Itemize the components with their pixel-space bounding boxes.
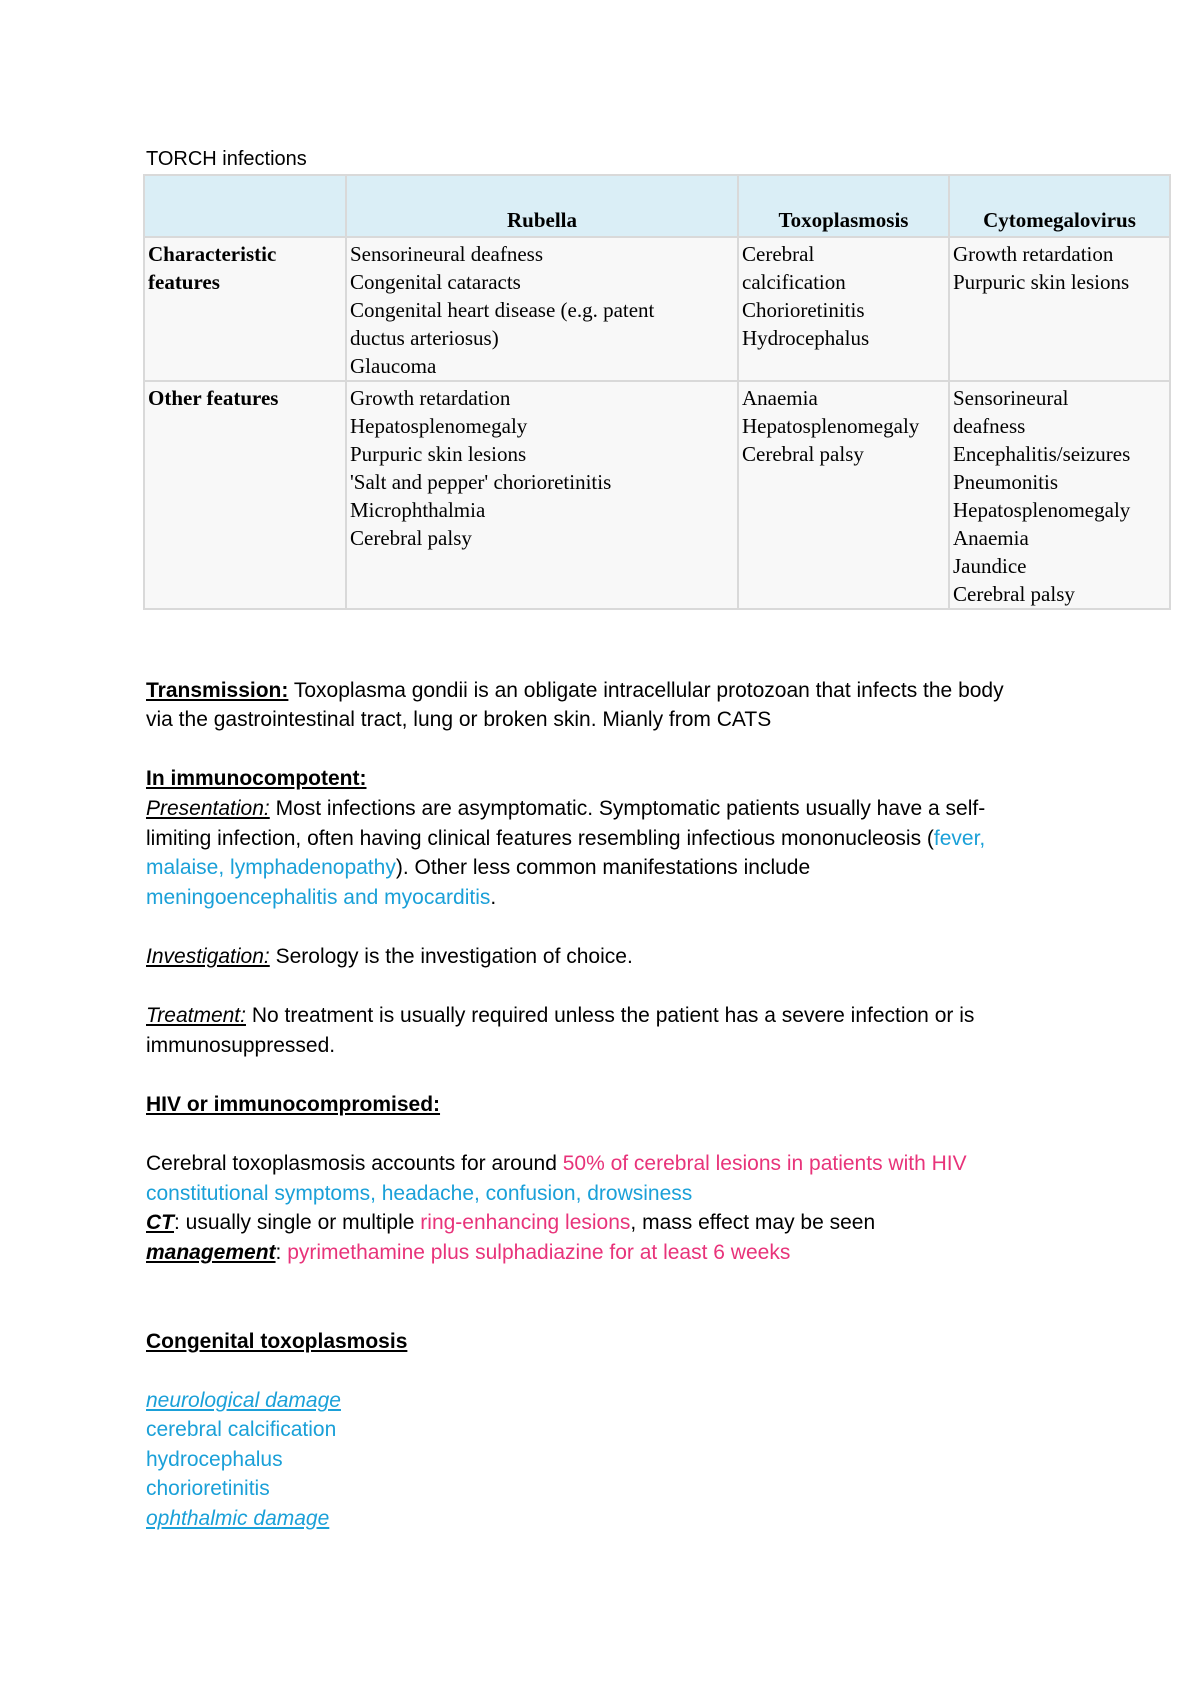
cell-toxoplasmosis-characteristic bbox=[738, 237, 949, 381]
presentation-line-3 bbox=[146, 853, 810, 883]
cell-line: Jaundice bbox=[953, 554, 1027, 578]
presentation-highlight: malaise, lymphadenopathy bbox=[146, 856, 396, 879]
header-empty bbox=[144, 175, 346, 237]
transmission-label: Transmission: bbox=[146, 679, 289, 702]
presentation-highlight: meningoencephalitis and myocarditis bbox=[146, 886, 491, 909]
congenital-item: ophthalmic damage bbox=[146, 1507, 330, 1530]
cell-line: Chorioretinitis bbox=[742, 298, 865, 322]
cell-line: Hydrocephalus bbox=[742, 326, 870, 350]
cell-line: Purpuric skin lesions bbox=[953, 270, 1130, 294]
cell-line: Microphthalmia bbox=[350, 498, 486, 522]
treatment-line-1 bbox=[146, 1001, 974, 1031]
presentation-text: Most infections are asymptomatic. Symptomatic patients usually have a self- bbox=[269, 797, 986, 820]
cell-line: Cerebral palsy bbox=[742, 442, 864, 466]
cell-line: Congenital heart disease (e.g. patent bbox=[350, 298, 655, 322]
presentation-text: . bbox=[490, 886, 497, 909]
transmission-line-1 bbox=[146, 676, 1004, 706]
cell-line: Cerebral bbox=[742, 242, 815, 266]
cell-line: ductus arteriosus) bbox=[350, 326, 499, 350]
cell-line: Encephalitis/seizures bbox=[953, 442, 1131, 466]
cell-rubella-other bbox=[346, 381, 738, 609]
cell-cmv-other bbox=[949, 381, 1170, 609]
congenital-item: chorioretinitis bbox=[146, 1477, 270, 1500]
cell-line: calcification bbox=[742, 270, 846, 294]
cell-line: Anaemia bbox=[953, 526, 1029, 550]
cell-line: Growth retardation bbox=[953, 242, 1114, 266]
cell-line: Pneumonitis bbox=[953, 470, 1059, 494]
hiv-highlight: 50% of cerebral lesions in patients with HIV bbox=[562, 1152, 967, 1175]
cell-line: Growth retardation bbox=[350, 386, 511, 410]
congenital-item: hydrocephalus bbox=[146, 1448, 283, 1471]
header-toxoplasmosis: Toxoplasmosis bbox=[738, 175, 949, 237]
investigation-label: Investigation: bbox=[146, 945, 270, 968]
presentation-line-4 bbox=[146, 883, 496, 913]
header-cytomegalovirus: Cytomegalovirus bbox=[949, 175, 1170, 237]
presentation-label: Presentation: bbox=[146, 797, 270, 820]
hiv-ct-line bbox=[146, 1208, 875, 1238]
investigation-line bbox=[146, 942, 633, 972]
hiv-text: Cerebral toxoplasmosis accounts for around bbox=[146, 1152, 563, 1175]
row-label-other bbox=[144, 381, 346, 609]
transmission-line-2: via the gastrointestinal tract, lung or broken skin. Mianly from CATS bbox=[146, 708, 772, 731]
cell-line: Cerebral palsy bbox=[953, 582, 1075, 606]
treatment-line-2: immunosuppressed. bbox=[146, 1034, 336, 1057]
presentation-text: limiting infection, often having clinical features resembling infectious mononucleosis ( bbox=[146, 827, 934, 850]
cell-line: Characteristic bbox=[148, 242, 277, 266]
presentation-line-2 bbox=[146, 824, 985, 854]
ct-label: CT bbox=[146, 1211, 174, 1234]
cell-line: Sensorineural deafness bbox=[350, 242, 544, 266]
immunocompetent-heading: In immunocompotent: bbox=[146, 767, 367, 790]
congenital-item: cerebral calcification bbox=[146, 1418, 337, 1441]
cell-line: Other features bbox=[148, 386, 279, 410]
cell-line: 'Salt and pepper' chorioretinitis bbox=[350, 470, 612, 494]
cell-rubella-characteristic bbox=[346, 237, 738, 381]
cell-line: deafness bbox=[953, 414, 1026, 438]
cell-line: Hepatosplenomegaly bbox=[953, 498, 1131, 522]
ct-text: : usually single or multiple bbox=[174, 1211, 421, 1234]
hiv-line-1 bbox=[146, 1149, 967, 1179]
ct-highlight: ring-enhancing lesions bbox=[420, 1211, 631, 1234]
hiv-heading: HIV or immunocompromised: bbox=[146, 1093, 441, 1116]
cell-line: Sensorineural bbox=[953, 386, 1069, 410]
treatment-label: Treatment: bbox=[146, 1004, 246, 1027]
ct-text: , mass effect may be seen bbox=[630, 1211, 876, 1234]
transmission-text: Toxoplasma gondii is an obligate intracellular protozoan that infects the body bbox=[288, 679, 1004, 702]
management-label: management bbox=[146, 1241, 276, 1264]
table-row bbox=[144, 237, 1170, 381]
hiv-management-line bbox=[146, 1238, 790, 1268]
torch-table bbox=[143, 174, 1171, 610]
hiv-line-2: constitutional symptoms, headache, confusion, drowsiness bbox=[146, 1182, 693, 1205]
treatment-text: No treatment is usually required unless the patient has a severe infection or is bbox=[245, 1004, 975, 1027]
presentation-highlight: fever, bbox=[933, 827, 986, 850]
cell-cmv-characteristic bbox=[949, 237, 1170, 381]
row-label-characteristic bbox=[144, 237, 346, 381]
cell-line: Cerebral palsy bbox=[350, 526, 472, 550]
management-highlight: pyrimethamine plus sulphadiazine for at least 6 weeks bbox=[287, 1241, 791, 1264]
cell-line: features bbox=[148, 270, 220, 294]
cell-line: Anaemia bbox=[742, 386, 818, 410]
congenital-item: neurological damage bbox=[146, 1389, 341, 1412]
cell-line: Congenital cataracts bbox=[350, 270, 521, 294]
congenital-heading: Congenital toxoplasmosis bbox=[146, 1330, 408, 1353]
cell-line: Purpuric skin lesions bbox=[350, 442, 527, 466]
cell-line: Hepatosplenomegaly bbox=[350, 414, 528, 438]
header-rubella: Rubella bbox=[346, 175, 738, 237]
table-header-row bbox=[144, 175, 1170, 237]
cell-toxoplasmosis-other bbox=[738, 381, 949, 609]
presentation-text: ). Other less common manifestations include bbox=[395, 856, 811, 879]
investigation-text: Serology is the investigation of choice. bbox=[269, 945, 633, 968]
cell-line: Glaucoma bbox=[350, 354, 437, 378]
management-text: : bbox=[275, 1241, 288, 1264]
cell-line: Hepatosplenomegaly bbox=[742, 414, 920, 438]
presentation-line-1 bbox=[146, 794, 985, 824]
document-title: TORCH infections bbox=[146, 148, 307, 170]
table-row bbox=[144, 381, 1170, 609]
